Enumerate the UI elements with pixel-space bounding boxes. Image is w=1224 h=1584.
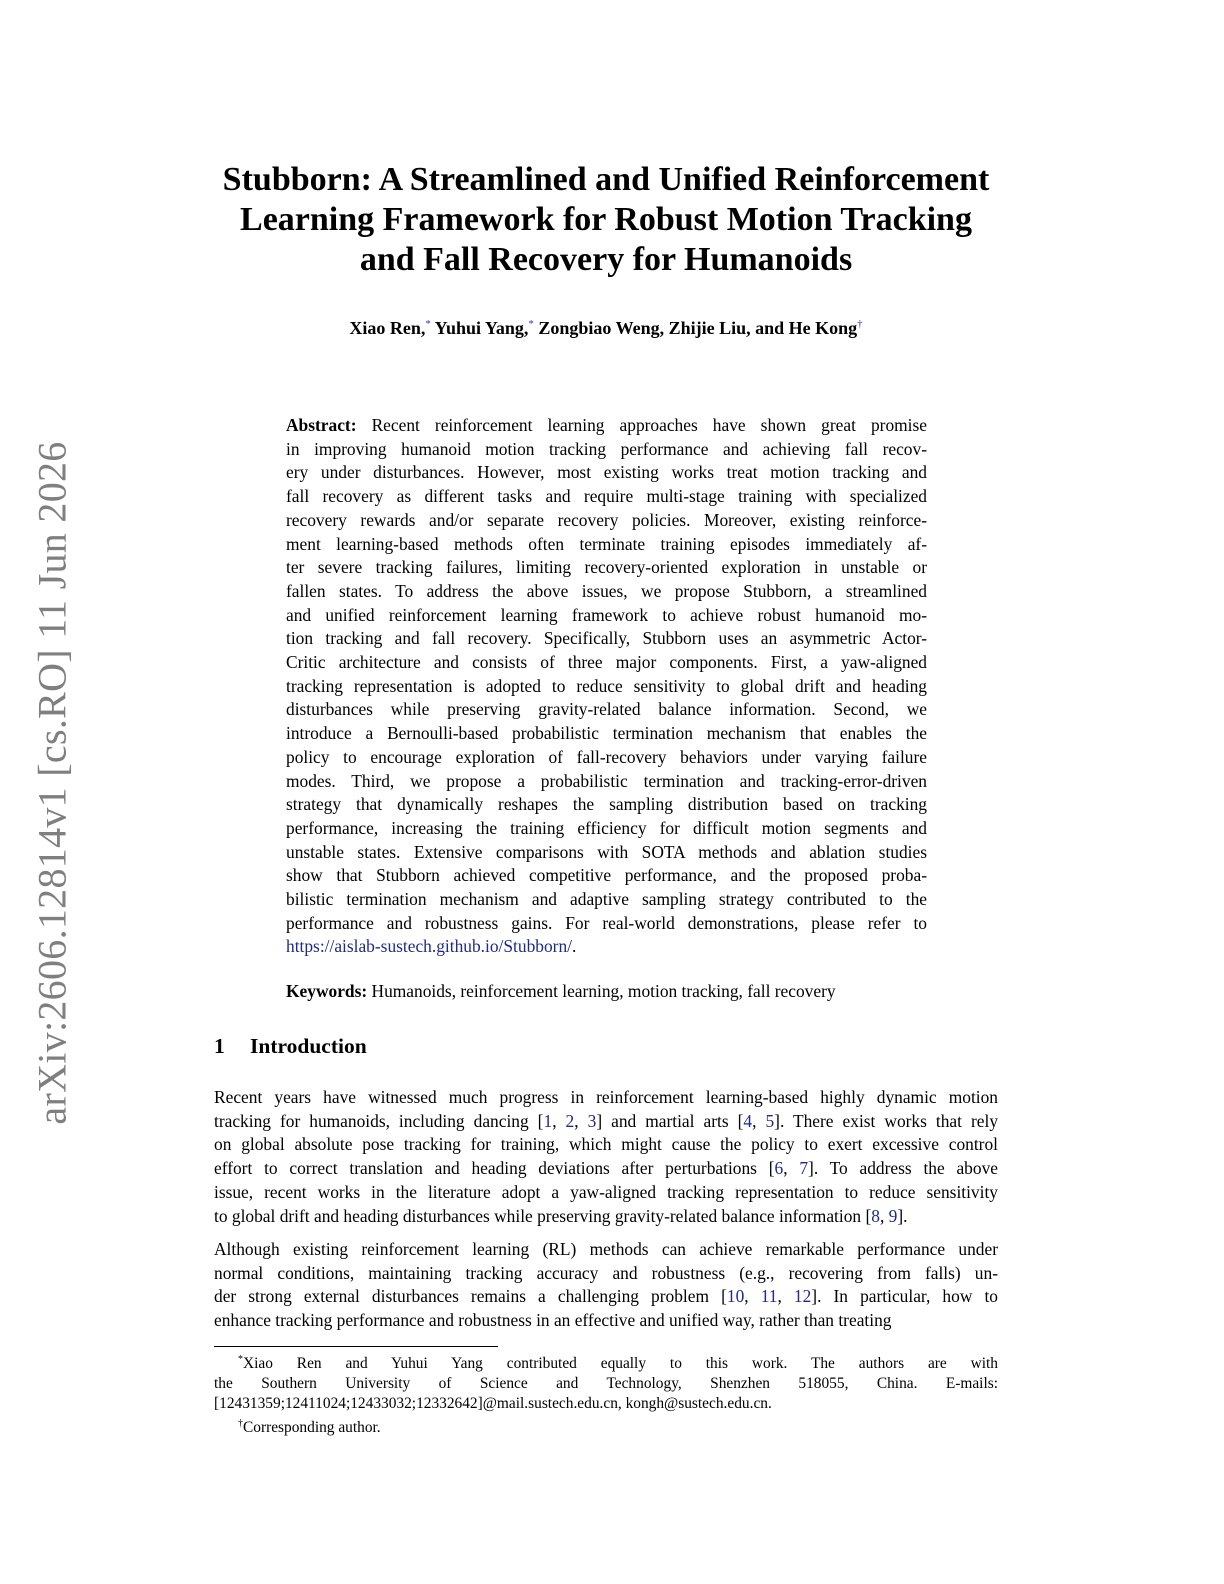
paragraph-text: ]. [897, 1205, 908, 1226]
paragraph-text: normal conditions, maintaining tracking accuracy and robustness (e.g., recovering from falls) un- [214, 1262, 998, 1283]
paragraph-line [214, 1086, 998, 1110]
citation-link[interactable]: 2 [565, 1110, 575, 1131]
paragraph-line [214, 1238, 998, 1262]
footnote-rule [214, 1346, 498, 1347]
title-line: and Fall Recovery for Humanoids [359, 241, 853, 278]
abstract-line: policy to encourage exploration of fall-recovery behaviors under varying failure [286, 746, 927, 767]
paragraph-text: effort to correct translation and heading deviations after perturbations [ [214, 1158, 775, 1179]
abstract-line: performance and robustness gains. For real-world demonstrations, please refer to [286, 912, 927, 933]
paragraph-line [214, 1181, 998, 1205]
paragraph-line [214, 1262, 998, 1286]
citation-link[interactable]: 1 [543, 1110, 553, 1131]
paragraph-text: , [777, 1286, 794, 1307]
paragraph-text: enhance tracking performance and robustness in an effective and unified way, rather than treating [214, 1310, 892, 1331]
abstract-line: tracking representation is adopted to reduce sensitivity to global drift and heading [286, 675, 927, 696]
corresponding-author-mark[interactable]: † [857, 318, 863, 330]
abstract-line: in improving humanoid motion tracking performance and achieving fall recov- [286, 438, 927, 459]
arxiv-stamp: arXiv:2606.12814v1 [cs.RO] 11 Jun 2026 [29, 441, 75, 1125]
author-list [200, 318, 1012, 339]
section-number: 1 [214, 1034, 225, 1058]
abstract-line: fallen states. To address the above issues, we propose Stubborn, a streamlined [286, 580, 927, 601]
abstract-line: tion tracking and fall recovery. Specifically, Stubborn uses an asymmetric Actor- [286, 628, 927, 649]
abstract-text: Recent reinforcement learning approaches have shown great promise [356, 415, 927, 435]
paragraph-line [214, 1157, 998, 1181]
paragraph-text: ]. There exist works that rely [774, 1110, 999, 1131]
paragraph-text: Recent years have witnessed much progress in reinforcement learning-based highly dynamic motion [214, 1087, 998, 1107]
paragraph-text: , [552, 1110, 566, 1131]
abstract-line: performance, increasing the training efficiency for difficult motion segments and [286, 817, 927, 838]
abstract-line: fall recovery as different tasks and require multi-stage training with specialized [286, 486, 927, 507]
paper-title [200, 160, 1012, 280]
paragraph-text: tracking for humanoids, including dancing [ [214, 1110, 544, 1131]
paragraph-line [214, 1110, 998, 1134]
paragraph-text: , [752, 1110, 766, 1131]
abstract-line: Critic architecture and consists of three major components. First, a yaw-aligned [286, 652, 927, 673]
footnote-line [214, 1414, 998, 1438]
paragraph-text: , [744, 1286, 761, 1307]
section-heading [214, 1034, 367, 1059]
citation-link[interactable]: 11 [760, 1286, 778, 1307]
paragraph-text: , [879, 1205, 889, 1226]
paragraph-text: on global absolute pose tracking for training, which might cause the policy to exert excessive control [214, 1134, 998, 1155]
author-names: Zongbiao Weng, Zhijie Liu, and He Kong [533, 318, 858, 338]
abstract-line: strategy that dynamically reshapes the sampling distribution based on tracking [286, 794, 927, 815]
abstract-line: ment learning-based methods often terminate training episodes immediately af- [286, 533, 927, 554]
footnote-mark: * [238, 1354, 243, 1365]
paragraph-text: to global drift and heading disturbances while preserving gravity-related balance information [ [214, 1205, 872, 1226]
footnote-line: the Southern University of Science and Technology, Shenzhen 518055, China. E-mails: [214, 1375, 998, 1393]
footnote-text: Xiao Ren and Yuhui Yang contributed equally to this work. The authors are with [243, 1355, 998, 1373]
paragraph-text: issue, recent works in the literature adopt a yaw-aligned tracking representation to reduce sensitivity [214, 1181, 998, 1202]
title-line: Learning Framework for Robust Motion Tracking [240, 201, 972, 238]
footnote-text: Corresponding author. [243, 1419, 381, 1437]
abstract-label: Abstract: [286, 415, 357, 435]
keywords-text: Humanoids, reinforcement learning, motion tracking, fall recovery [367, 981, 836, 1001]
citation-link[interactable]: 6 [774, 1158, 784, 1179]
paragraph-text: ]. To address the above [808, 1158, 998, 1179]
abstract-text: . [571, 936, 577, 957]
footnote-mark: † [238, 1418, 243, 1430]
footnotes [214, 1350, 998, 1438]
citation-link[interactable]: 10 [726, 1286, 745, 1307]
citation-link[interactable]: 4 [743, 1110, 753, 1131]
abstract-line: modes. Third, we propose a probabilistic termination and tracking-error-driven [286, 770, 927, 791]
paragraph-text: ]. In particular, how to [811, 1286, 998, 1307]
equal-contribution-mark[interactable]: * [425, 318, 431, 330]
author-name: Xiao Ren, [349, 318, 426, 338]
equal-contribution-mark[interactable]: * [528, 318, 534, 330]
citation-link[interactable]: 3 [587, 1110, 597, 1131]
footnote-line [214, 1350, 998, 1374]
footnote-line: [12431359;12411024;12433032;12332642]@mail.sustech.edu.cn, kongh@sustech.edu.cn. [214, 1395, 772, 1413]
abstract-line: recovery rewards and/or separate recovery policies. Moreover, existing reinforce- [286, 509, 927, 530]
paragraph-line [214, 1205, 998, 1229]
citation-link[interactable]: 5 [765, 1110, 775, 1131]
paragraph-text: Although existing reinforcement learning (RL) methods can achieve remarkable performance under [214, 1239, 998, 1259]
citation-link[interactable]: 8 [871, 1205, 880, 1226]
abstract-line: introduce a Bernoulli-based probabilistic termination mechanism that enables the [286, 723, 927, 744]
paragraph-text: ] and martial arts [ [596, 1110, 744, 1131]
citation-link[interactable]: 7 [799, 1158, 809, 1179]
author-name: Yuhui Yang, [430, 318, 529, 338]
intro-paragraph-1 [214, 1086, 998, 1228]
paragraph-line [214, 1133, 998, 1157]
abstract-line: unstable states. Extensive comparisons with SOTA methods and ablation studies [286, 841, 927, 862]
paragraph-line [214, 1285, 998, 1309]
paragraph-line [214, 1309, 998, 1333]
abstract-line [286, 414, 927, 438]
title-line: Stubborn: A Streamlined and Unified Reinforcement [222, 161, 990, 198]
project-page-link[interactable]: https://aislab-sustech.github.io/Stubborn/ [286, 936, 572, 957]
intro-paragraph-2 [214, 1238, 998, 1333]
citation-link[interactable]: 9 [888, 1205, 898, 1226]
paragraph-text: der strong external disturbances remains a challenging problem [ [214, 1286, 727, 1307]
abstract-line: ter severe tracking failures, limiting recovery-oriented exploration in unstable or [286, 557, 927, 578]
abstract [286, 414, 927, 959]
abstract-line: show that Stubborn achieved competitive performance, and the proposed proba- [286, 865, 927, 886]
paragraph-text: , [574, 1110, 588, 1131]
paragraph-text: , [783, 1158, 800, 1179]
keywords [286, 980, 927, 1003]
section-title: Introduction [250, 1034, 367, 1058]
abstract-line: disturbances while preserving gravity-related balance information. Second, we [286, 699, 927, 720]
keywords-label: Keywords: [286, 981, 368, 1001]
abstract-line: ery under disturbances. However, most existing works treat motion tracking and [286, 462, 927, 483]
abstract-line [286, 935, 927, 959]
abstract-line: bilistic termination mechanism and adaptive sampling strategy contributed to the [286, 889, 927, 910]
abstract-line: and unified reinforcement learning framework to achieve robust humanoid mo- [286, 604, 927, 625]
citation-link[interactable]: 12 [793, 1286, 812, 1307]
